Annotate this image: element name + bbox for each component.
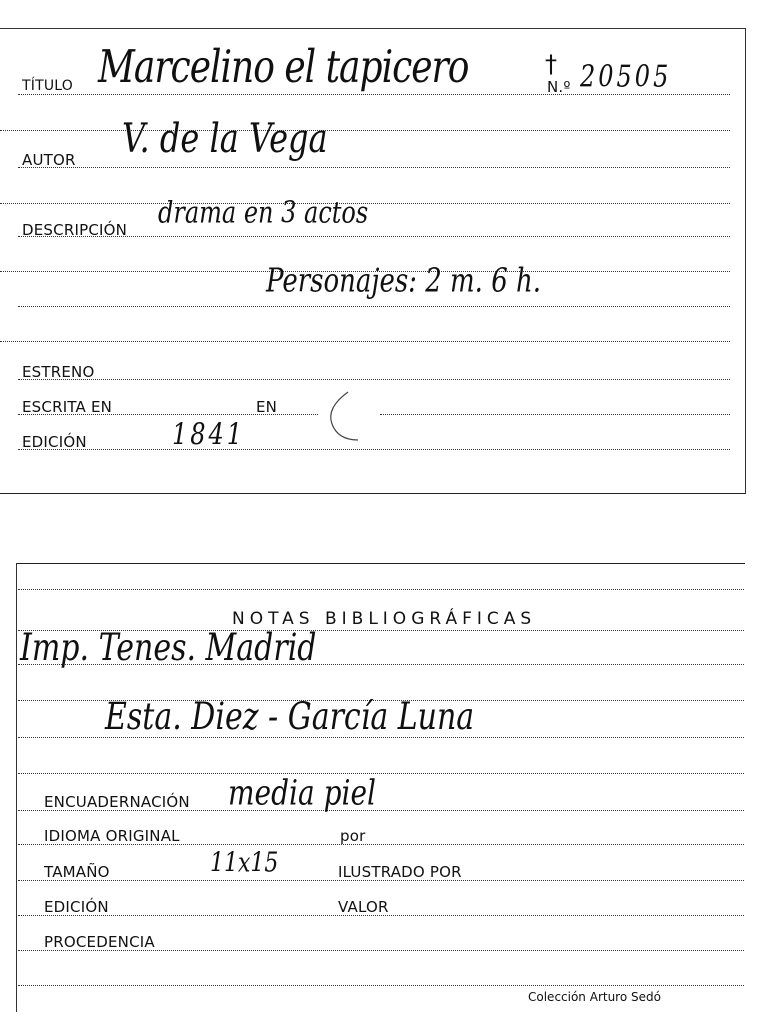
numero-value: 20505	[580, 59, 672, 94]
procedencia-label: PROCEDENCIA	[44, 933, 155, 951]
dotted-rule	[380, 414, 730, 415]
encuadernacion-label: ENCUADERNACIÓN	[44, 793, 190, 811]
dotted-rule	[18, 379, 730, 380]
por-label: por	[340, 827, 366, 845]
valor-label: VALOR	[338, 898, 389, 916]
estreno-label: ESTRENO	[22, 363, 95, 381]
collection-footer: Colección Arturo Sedó	[528, 990, 661, 1004]
dotted-rule	[18, 589, 744, 590]
dotted-rule	[18, 306, 730, 307]
numero-label: N.º	[547, 78, 571, 96]
titulo-label: TÍTULO	[22, 78, 73, 94]
encuadernacion-value: media piel	[228, 771, 376, 813]
dotted-rule	[18, 94, 730, 95]
dotted-rule	[0, 341, 730, 342]
descripcion-label: DESCRIPCIÓN	[22, 221, 128, 239]
dotted-rule	[18, 985, 744, 986]
edicion-value: 1841	[172, 417, 246, 452]
escrita-en-label: ESCRITA EN	[22, 398, 113, 416]
dotted-rule	[18, 167, 730, 168]
tamano-label: TAMAÑO	[44, 863, 110, 881]
en-label: EN	[256, 398, 278, 416]
dotted-rule	[18, 773, 744, 774]
notas-heading: NOTAS BIBLIOGRÁFICAS	[232, 609, 537, 629]
dotted-rule	[18, 449, 730, 450]
edicion-label: EDICIÓN	[22, 433, 87, 451]
titulo-value: Marcelino el tapicero	[98, 41, 469, 93]
cross-mark: †	[545, 50, 557, 78]
autor-value: V. de la Vega	[122, 114, 328, 162]
edicion-back-label: EDICIÓN	[44, 898, 109, 916]
tamano-value: 11x15	[210, 847, 279, 879]
catalog-card-front	[0, 28, 746, 494]
personajes-value: Personajes: 2 m. 6 h.	[266, 262, 542, 300]
ilustrado-por-label: ILUSTRADO POR	[338, 863, 462, 881]
stain-mark	[318, 388, 368, 448]
dotted-rule	[0, 130, 730, 131]
descripcion-value: drama en 3 actos	[158, 195, 369, 230]
note-line-1: Imp. Tenes. Madrid	[20, 626, 317, 670]
idioma-original-label: IDIOMA ORIGINAL	[44, 827, 180, 845]
note-line-2: Esta. Diez - García Luna	[105, 695, 475, 739]
autor-label: AUTOR	[22, 151, 76, 169]
